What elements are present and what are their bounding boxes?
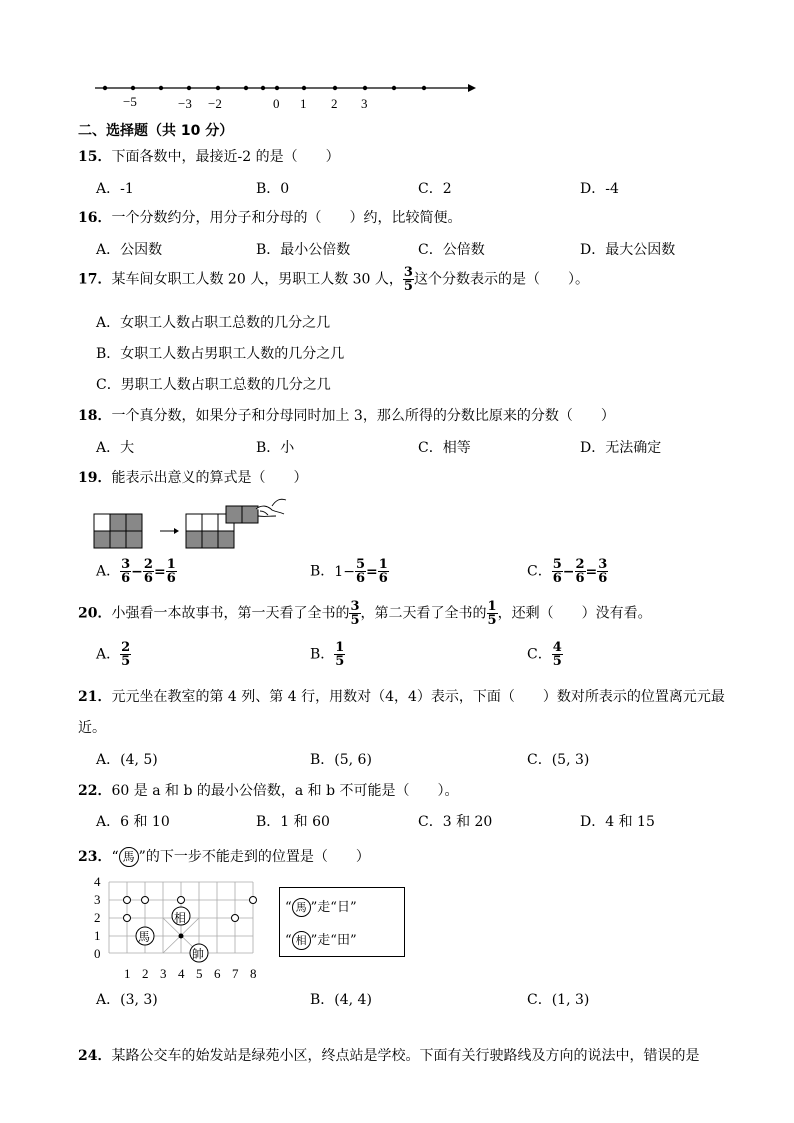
fraction: $\frac{1}{5}$ <box>335 640 345 669</box>
option[interactable]: B．最小公倍数 <box>256 242 351 258</box>
number-line-label: 1 <box>300 96 307 111</box>
option[interactable]: B．1 和 60 <box>256 814 330 830</box>
y-axis-label: 4 <box>94 874 101 889</box>
chess-piece-xiang: 相 <box>174 911 187 925</box>
operator: − <box>131 563 143 580</box>
option[interactable]: A．女职工人数占职工总数的几分之几 <box>96 315 331 331</box>
x-axis-label: 5 <box>196 966 203 981</box>
question-text: ”的下一步不能走到的位置是（ ） <box>138 849 370 865</box>
question-18 <box>78 405 615 425</box>
fraction: $\frac{2}{5}$ <box>121 640 131 669</box>
question-text: 能表示出意义的算式是（ ） <box>111 470 308 486</box>
question-number: 22． <box>78 783 112 799</box>
question-text: 元元坐在教室的第 4 列、第 4 行，用数对（4，4）表示，下面（ ）数对所表示的位置离元元最 <box>111 689 725 705</box>
y-axis-label: 1 <box>94 928 101 943</box>
question-20 <box>78 600 652 627</box>
option[interactable]: A．(3, 3) <box>96 992 158 1008</box>
question-text: 一个分数约分，用分子和分母的（ ）约，比较简便。 <box>111 210 462 226</box>
fraction-diagram <box>90 494 290 554</box>
chess-piece-ma: 馬 <box>292 898 311 917</box>
chess-piece-ma: 馬 <box>119 847 139 867</box>
question-text: 下面各数中，最接近-2 的是（ ） <box>111 149 340 165</box>
question-number: 24． <box>78 1048 112 1064</box>
operator: 1− <box>334 563 355 580</box>
fraction: $\frac{4}{5}$ <box>552 640 562 669</box>
option[interactable]: A．大 <box>96 440 135 456</box>
legend-line-ma: “ 馬 ”走“日” <box>285 900 357 915</box>
y-axis-label: 3 <box>94 892 101 907</box>
question-21 <box>78 686 725 706</box>
question-number: 19． <box>78 470 112 486</box>
option[interactable]: B．(5, 6) <box>310 752 372 768</box>
x-axis-label: 1 <box>124 966 131 981</box>
operator: = <box>585 563 598 580</box>
question-text: 这个分数表示的是（ ）。 <box>413 271 589 288</box>
option[interactable] <box>310 641 345 668</box>
question-24 <box>78 1045 699 1065</box>
option[interactable]: C．(1, 3) <box>527 992 590 1008</box>
fraction: $\frac{5}{6}$ <box>552 557 562 586</box>
option-label: B． <box>310 563 335 580</box>
x-axis-label: 3 <box>160 966 167 981</box>
chess-board <box>90 872 290 982</box>
y-axis-label: 0 <box>94 946 101 961</box>
option-label: A． <box>96 646 121 663</box>
fraction: $\frac{1}{6}$ <box>166 557 176 586</box>
legend-line-xiang: “ 相 ”走“田” <box>285 933 357 948</box>
x-axis-label: 7 <box>232 966 239 981</box>
chess-piece-xiang: 相 <box>292 931 311 950</box>
fraction: $\frac{2}{6}$ <box>143 557 153 586</box>
fraction: $\frac{3}{5}$ <box>350 599 360 628</box>
number-line-label: 3 <box>361 96 368 111</box>
x-axis-label: 2 <box>142 966 149 981</box>
option[interactable]: C．3 和 20 <box>418 814 493 830</box>
option[interactable]: B．女职工人数占男职工人数的几分之几 <box>96 346 345 362</box>
fraction: $\frac{1}{5}$ <box>487 599 497 628</box>
option[interactable]: A．公因数 <box>96 242 163 258</box>
question-text: ，还剩（ ）没有看。 <box>497 605 652 622</box>
question-text: 某路公交车的始发站是绿苑小区，终点站是学校。下面有关行驶路线及方向的说法中，错误的是 <box>111 1048 700 1064</box>
chess-piece-shuai: 帥 <box>192 947 205 961</box>
x-axis-label: 4 <box>178 966 185 981</box>
question-number: 16． <box>78 210 112 226</box>
option-label: C． <box>527 563 552 580</box>
option[interactable]: B．0 <box>256 181 290 197</box>
option-label: A． <box>96 563 121 580</box>
section-title: 二、选择题（共 10 分） <box>78 123 234 139</box>
question-number: 15． <box>78 149 112 165</box>
option-label: B． <box>310 646 335 663</box>
question-text: 小强看一本故事书，第一天看了全书的 <box>111 605 350 622</box>
option[interactable] <box>527 641 563 668</box>
number-line-label: −2 <box>208 96 222 111</box>
question-number: 23． <box>78 849 112 865</box>
question-text: 60 是 a 和 b 的最小公倍数，a 和 b 不可能是（ ）。 <box>111 783 459 799</box>
question-number: 18． <box>78 408 112 424</box>
option[interactable]: D．最大公因数 <box>580 242 676 258</box>
question-text: 某车间女职工人数 20 人，男职工人数 30 人， <box>111 271 403 288</box>
option[interactable]: C．相等 <box>418 440 471 456</box>
question-number: 17． <box>78 271 112 288</box>
operator: = <box>153 563 166 580</box>
number-line-label: 2 <box>331 96 338 111</box>
option[interactable]: C．公倍数 <box>418 242 485 258</box>
fraction: $\frac{3}{6}$ <box>598 557 608 586</box>
option[interactable]: C．(5, 3) <box>527 752 590 768</box>
option[interactable]: D．-4 <box>580 181 619 197</box>
question-15 <box>78 146 340 166</box>
option[interactable]: C．2 <box>418 181 452 197</box>
question-text: ，第二天看了全书的 <box>360 605 487 622</box>
option[interactable]: A．-1 <box>96 181 134 197</box>
fraction: $\frac{2}{6}$ <box>575 557 585 586</box>
option[interactable] <box>96 641 131 668</box>
question-text: 一个真分数，如果分子和分母同时加上 3，那么所得的分数比原来的分数（ ） <box>111 408 615 424</box>
x-axis-label: 6 <box>214 966 221 981</box>
option[interactable] <box>310 558 389 585</box>
question-23: 23．“ 馬 ”的下一步不能走到的位置是（ ） <box>78 849 370 865</box>
option-label: C． <box>527 646 552 663</box>
question-22 <box>78 780 459 800</box>
option[interactable]: C．男职工人数占职工总数的几分之几 <box>96 377 331 393</box>
fraction: $\frac{3}{5}$ <box>403 265 413 294</box>
y-axis-label: 2 <box>94 910 101 925</box>
fraction: $\frac{5}{6}$ <box>355 557 365 586</box>
number-line-label: −5 <box>123 94 137 109</box>
option[interactable]: A．6 和 10 <box>96 814 170 830</box>
number-line <box>0 0 794 120</box>
fraction: $\frac{3}{6}$ <box>121 557 131 586</box>
operator: = <box>365 563 378 580</box>
option[interactable]: B．(4, 4) <box>310 992 372 1008</box>
option[interactable]: D．4 和 15 <box>580 814 655 830</box>
option[interactable]: D．无法确定 <box>580 440 662 456</box>
fraction: $\frac{1}{6}$ <box>378 557 388 586</box>
question-text-continued: 近。 <box>78 720 106 736</box>
number-line-label: 0 <box>273 96 280 111</box>
number-line-label: −3 <box>178 96 192 111</box>
operator: − <box>562 563 575 580</box>
chess-piece-ma: 馬 <box>138 930 151 944</box>
x-axis-label: 8 <box>250 966 257 981</box>
option[interactable]: A．(4, 5) <box>96 752 158 768</box>
option[interactable]: B．小 <box>256 440 295 456</box>
question-16 <box>78 207 461 227</box>
option[interactable] <box>96 558 177 585</box>
question-19 <box>78 467 307 487</box>
question-number: 21． <box>78 689 112 705</box>
question-17 <box>78 266 589 293</box>
question-number: 20． <box>78 605 112 622</box>
option[interactable] <box>527 558 608 585</box>
